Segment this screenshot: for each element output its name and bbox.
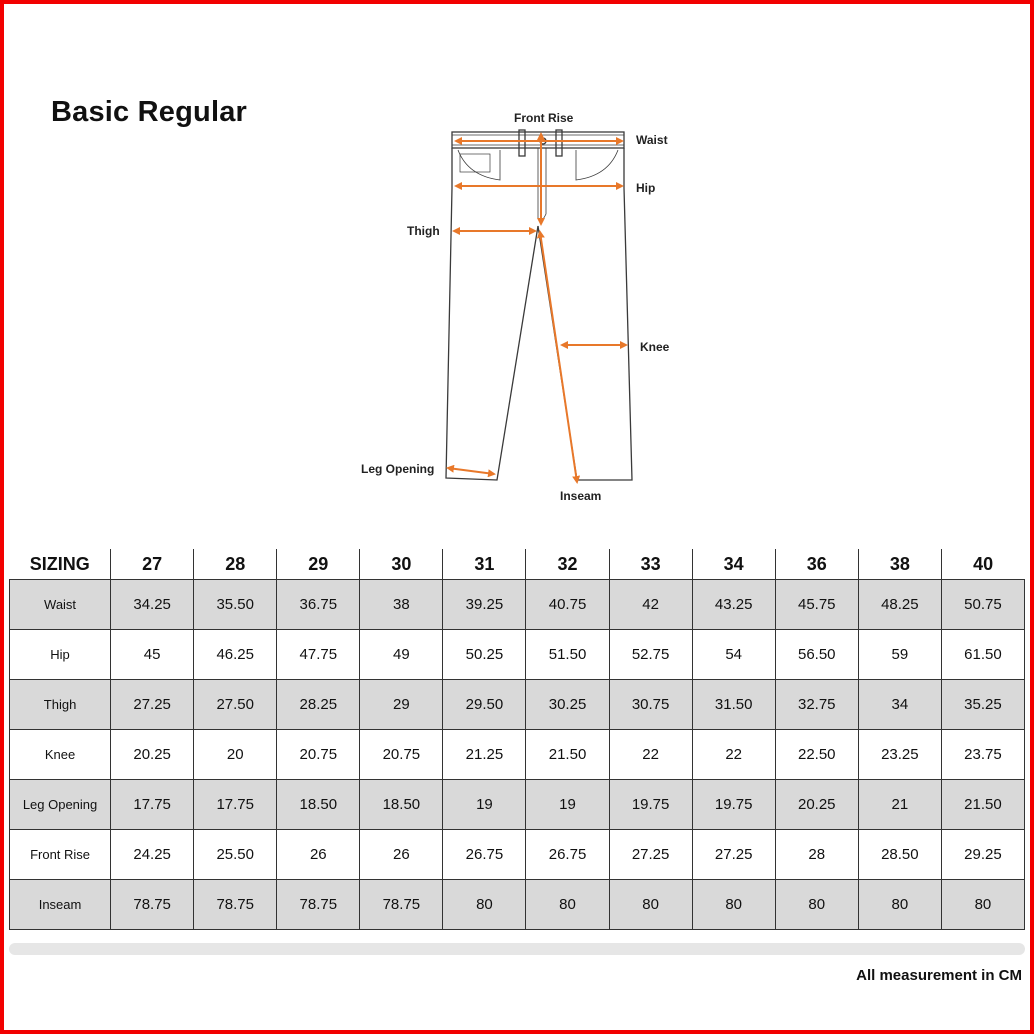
size-table-body (10, 580, 1025, 930)
size-header-38: 38 (858, 549, 941, 580)
table-cell: 27.25 (609, 830, 692, 880)
size-header-40: 40 (941, 549, 1024, 580)
table-cell: 27.25 (111, 680, 194, 730)
table-row (10, 630, 1025, 680)
sizing-header: SIZING (10, 549, 111, 580)
table-cell: 18.50 (277, 780, 360, 830)
row-label: Inseam (10, 880, 111, 930)
table-cell: 80 (443, 880, 526, 930)
table-cell: 56.50 (775, 630, 858, 680)
table-cell: 42 (609, 580, 692, 630)
table-cell: 36.75 (277, 580, 360, 630)
table-row (10, 830, 1025, 880)
label-leg-opening: Leg Opening (361, 462, 435, 476)
label-waist: Waist (636, 133, 668, 147)
table-cell: 35.25 (941, 680, 1024, 730)
table-cell: 19 (526, 780, 609, 830)
table-cell: 80 (692, 880, 775, 930)
row-label: Knee (10, 730, 111, 780)
size-header-29: 29 (277, 549, 360, 580)
table-cell: 78.75 (111, 880, 194, 930)
size-header-27: 27 (111, 549, 194, 580)
table-cell: 51.50 (526, 630, 609, 680)
table-cell: 50.75 (941, 580, 1024, 630)
table-cell: 46.25 (194, 630, 277, 680)
table-cell: 20.75 (360, 730, 443, 780)
table-cell: 52.75 (609, 630, 692, 680)
table-cell: 26.75 (526, 830, 609, 880)
label-front-rise: Front Rise (514, 111, 574, 125)
measure-arrows (448, 134, 626, 482)
table-cell: 80 (609, 880, 692, 930)
table-cell: 21.50 (526, 730, 609, 780)
label-inseam: Inseam (560, 489, 602, 503)
table-cell: 29.50 (443, 680, 526, 730)
table-cell: 80 (775, 880, 858, 930)
table-cell: 24.25 (111, 830, 194, 880)
table-cell: 30.75 (609, 680, 692, 730)
table-cell: 31.50 (692, 680, 775, 730)
table-cell: 28.25 (277, 680, 360, 730)
label-hip: Hip (636, 181, 656, 195)
table-cell: 78.75 (277, 880, 360, 930)
table-cell: 21 (858, 780, 941, 830)
table-cell: 43.25 (692, 580, 775, 630)
table-cell: 25.50 (194, 830, 277, 880)
table-cell: 54 (692, 630, 775, 680)
table-cell: 17.75 (111, 780, 194, 830)
table-cell: 22 (609, 730, 692, 780)
table-row (10, 580, 1025, 630)
row-label: Front Rise (10, 830, 111, 880)
table-cell: 18.50 (360, 780, 443, 830)
table-cell: 50.25 (443, 630, 526, 680)
table-cell: 48.25 (858, 580, 941, 630)
table-cell: 22.50 (775, 730, 858, 780)
table-cell: 20 (194, 730, 277, 780)
table-cell: 21.25 (443, 730, 526, 780)
table-cell: 38 (360, 580, 443, 630)
table-cell: 35.50 (194, 580, 277, 630)
size-table-container (9, 549, 1025, 930)
table-cell: 19.75 (609, 780, 692, 830)
table-cell: 78.75 (194, 880, 277, 930)
table-cell: 26.75 (443, 830, 526, 880)
table-cell: 34.25 (111, 580, 194, 630)
table-cell: 23.25 (858, 730, 941, 780)
table-cell: 27.25 (692, 830, 775, 880)
inseam-arrow (540, 232, 577, 482)
table-cell: 80 (526, 880, 609, 930)
table-row (10, 680, 1025, 730)
table-row (10, 730, 1025, 780)
table-cell: 39.25 (443, 580, 526, 630)
table-cell: 34 (858, 680, 941, 730)
table-cell: 32.75 (775, 680, 858, 730)
table-cell: 80 (858, 880, 941, 930)
table-cell: 59 (858, 630, 941, 680)
table-cell: 26 (277, 830, 360, 880)
table-row (10, 780, 1025, 830)
size-header-34: 34 (692, 549, 775, 580)
table-cell: 23.75 (941, 730, 1024, 780)
table-cell: 20.25 (111, 730, 194, 780)
leg-opening-arrow (448, 468, 494, 474)
pants-outline (446, 130, 632, 480)
size-header-28: 28 (194, 549, 277, 580)
table-cell: 80 (941, 880, 1024, 930)
label-knee: Knee (640, 340, 670, 354)
table-cell: 61.50 (941, 630, 1024, 680)
page-title: Basic Regular (51, 96, 248, 128)
table-cell: 78.75 (360, 880, 443, 930)
table-cell: 45 (111, 630, 194, 680)
horizontal-scrollbar[interactable] (9, 943, 1025, 955)
table-cell: 29.25 (941, 830, 1024, 880)
measurement-note: All measurement in CM (856, 967, 1022, 984)
size-header-31: 31 (443, 549, 526, 580)
table-cell: 27.50 (194, 680, 277, 730)
table-cell: 30.25 (526, 680, 609, 730)
table-cell: 21.50 (941, 780, 1024, 830)
table-cell: 20.75 (277, 730, 360, 780)
table-cell: 29 (360, 680, 443, 730)
table-cell: 19.75 (692, 780, 775, 830)
size-table (9, 549, 1025, 930)
table-cell: 19 (443, 780, 526, 830)
size-header-33: 33 (609, 549, 692, 580)
table-cell: 28.50 (858, 830, 941, 880)
table-cell: 40.75 (526, 580, 609, 630)
table-cell: 49 (360, 630, 443, 680)
table-cell: 47.75 (277, 630, 360, 680)
row-label: Leg Opening (10, 780, 111, 830)
size-header-36: 36 (775, 549, 858, 580)
table-cell: 26 (360, 830, 443, 880)
size-header-30: 30 (360, 549, 443, 580)
table-cell: 17.75 (194, 780, 277, 830)
table-cell: 28 (775, 830, 858, 880)
table-cell: 20.25 (775, 780, 858, 830)
size-header-32: 32 (526, 549, 609, 580)
label-thigh: Thigh (407, 224, 440, 238)
row-label: Hip (10, 630, 111, 680)
table-cell: 45.75 (775, 580, 858, 630)
row-label: Waist (10, 580, 111, 630)
table-cell: 22 (692, 730, 775, 780)
size-header-row (10, 549, 1025, 580)
row-label: Thigh (10, 680, 111, 730)
table-row (10, 880, 1025, 930)
